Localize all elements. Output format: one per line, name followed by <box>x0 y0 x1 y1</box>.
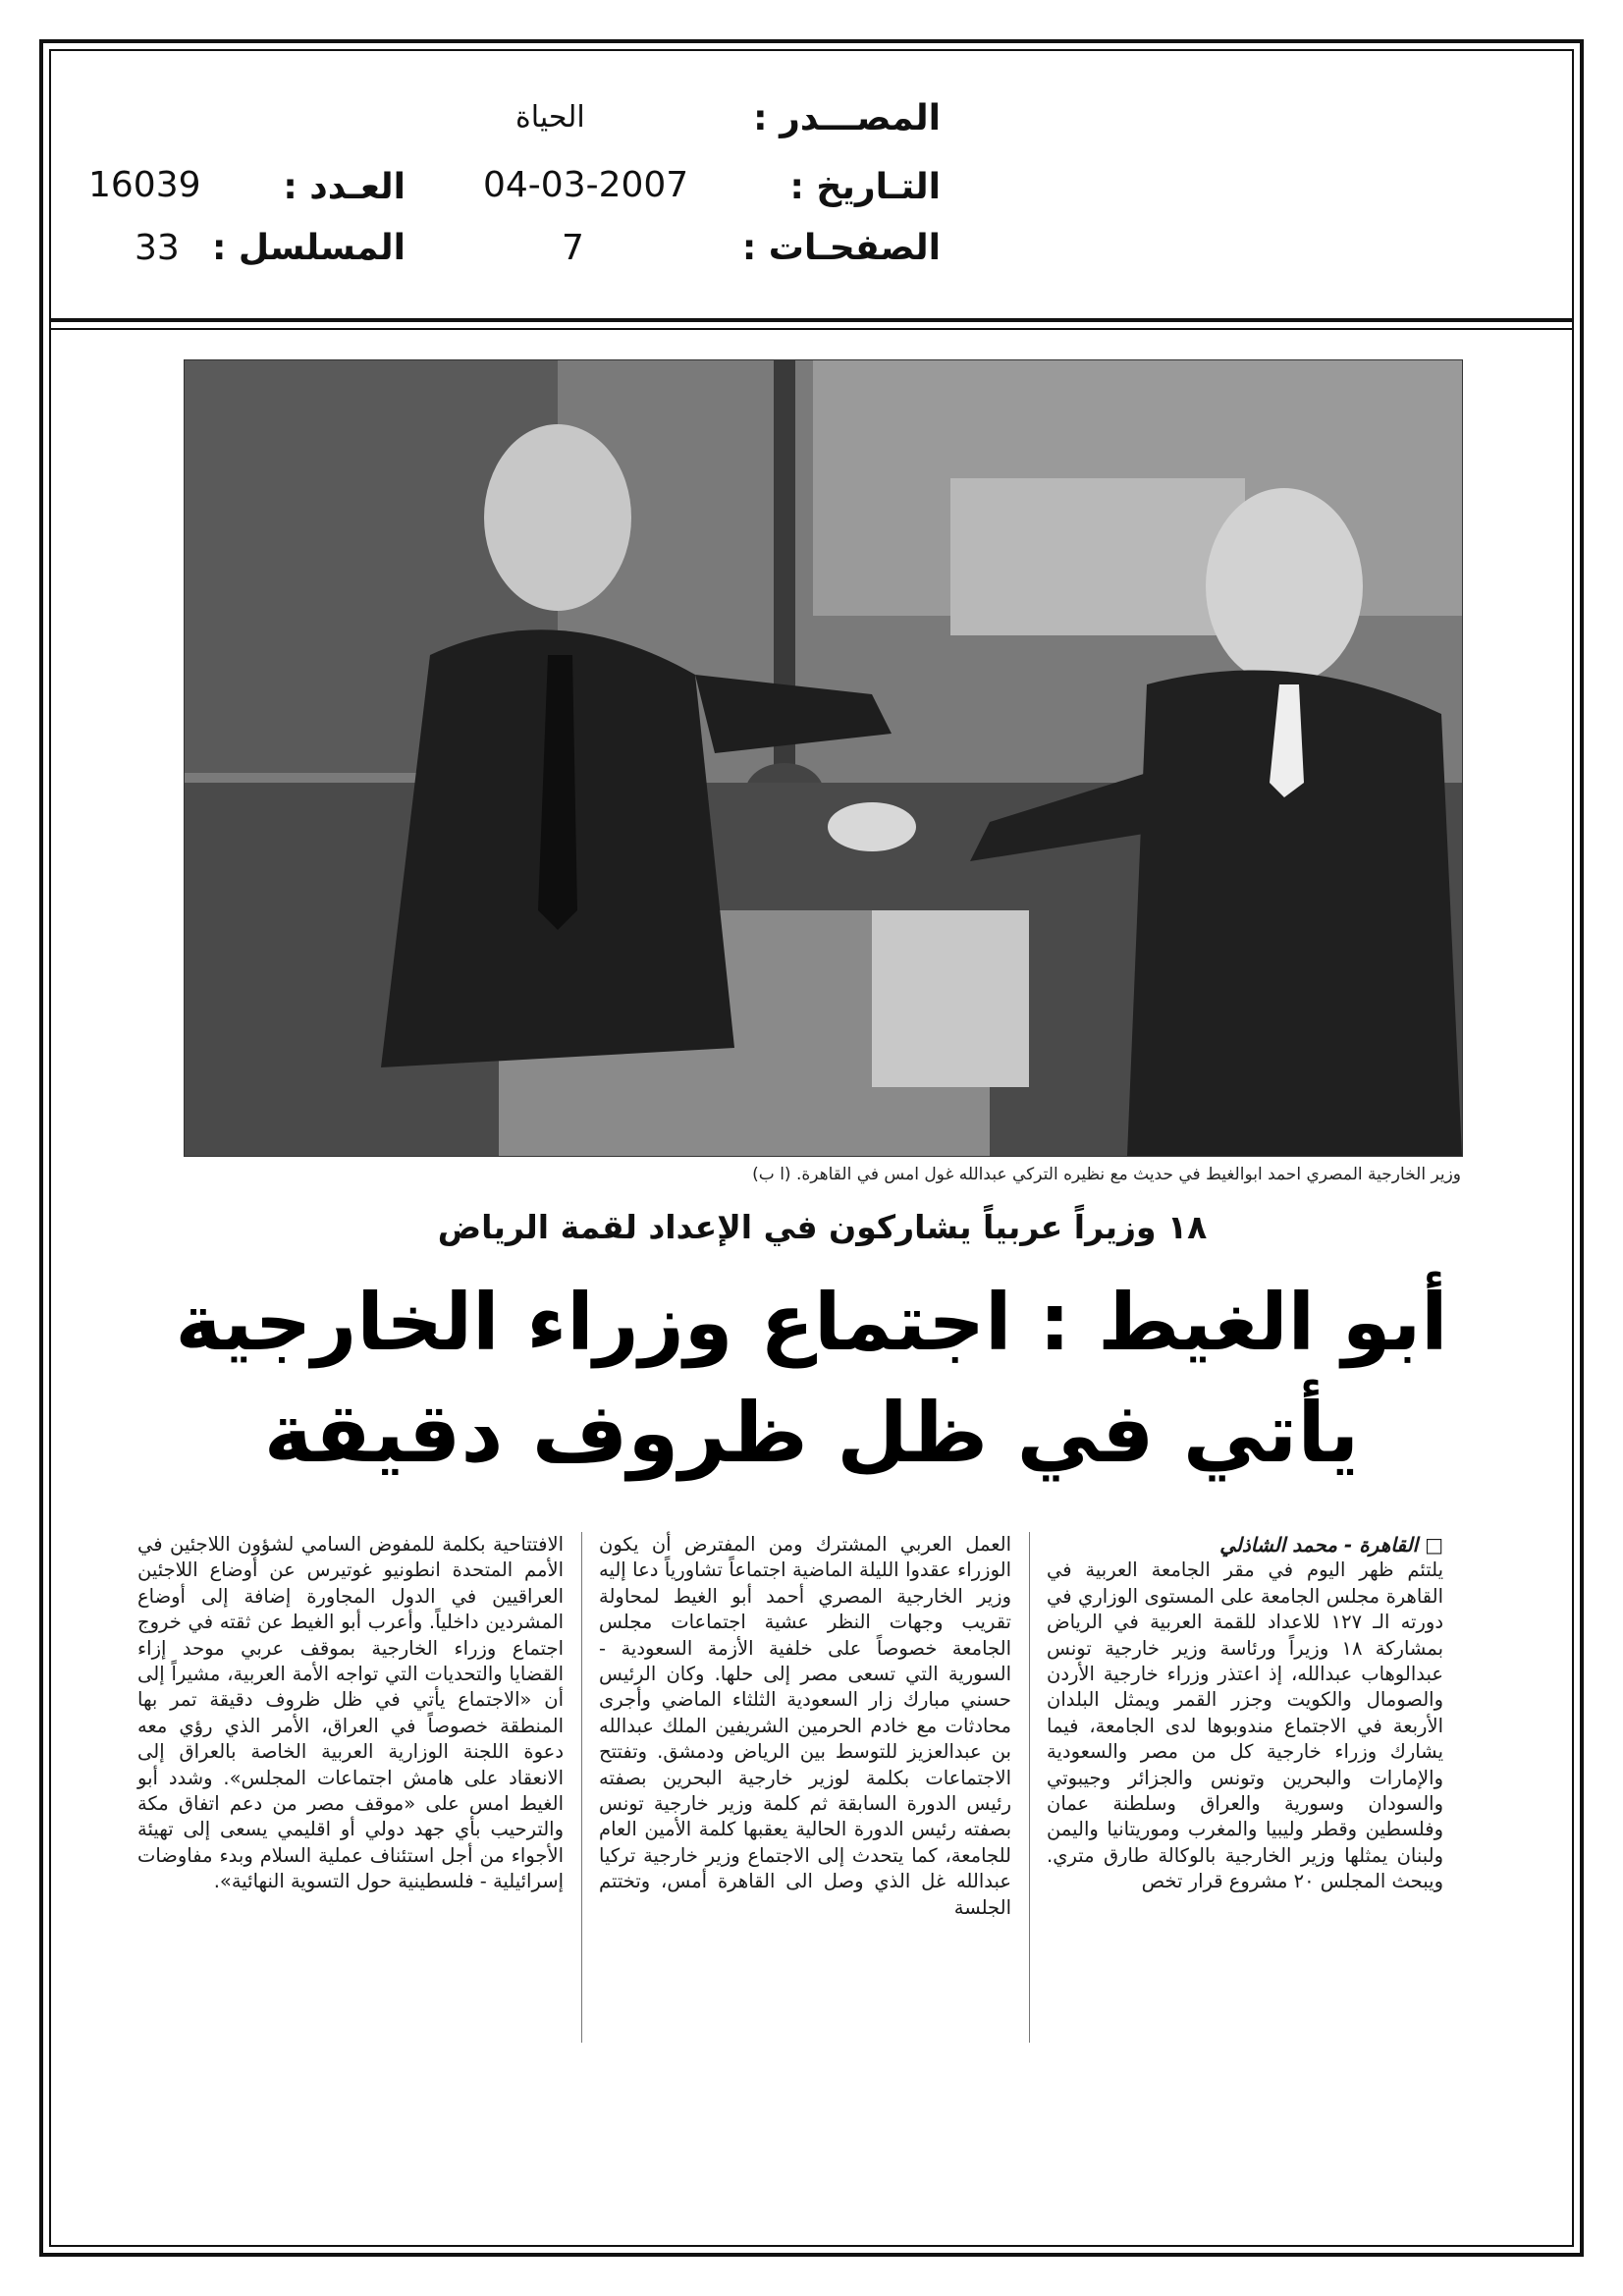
issue-label: العـدد : <box>283 167 406 207</box>
photo-illustration <box>185 360 1462 1156</box>
serial-value: 33 <box>135 228 180 268</box>
article-kicker: ١٨ وزيراً عربياً يشاركون في الإعداد لقمة الرياض <box>437 1208 1208 1246</box>
article-column-1 <box>1047 1532 1443 1895</box>
article-column-3 <box>137 1532 564 1895</box>
column-rule-2 <box>581 1532 582 2043</box>
photo-caption: وزير الخارجية المصري احمد ابوالغيط في حديث مع نظيره التركي عبدالله غول امس في القاهرة. (ا ب) <box>752 1165 1461 1184</box>
byline: □ القاهرة - محمد الشاذلي <box>1219 1533 1443 1557</box>
date-value: 04-03-2007 <box>483 165 689 205</box>
byline-text: القاهرة - محمد الشاذلي <box>1219 1533 1419 1557</box>
article-column-2 <box>599 1532 1011 1921</box>
pages-label: الصفحـات : <box>741 228 941 268</box>
header-divider <box>49 318 1574 322</box>
column-2-text: العمل العربي المشترك ومن المفترض أن يكون الوزراء عقدوا الليلة الماضية اجتماعاً تشاورياً دعا إليه وزير الخارجية المصري أحمد أبو الغيط لمحاولة تقريب وجهات النظر عشية اجتماعات مجلس الجامعة خصوصاً على خلفية الأزمة السعودية - السورية التي تسعى مصر إلى حلها. وكان الرئيس حسني مبارك زار السعودية الثلثاء الماضي وأجرى محادثات مع خادم الحرمين الشريفين الملك عبدالله بن عبدالعزيز للتوسط بين الرياض ودمشق. وتفتتح الاجتماعات بكلمة لوزير خارجية البحرين بصفته رئيس الدورة السابقة ثم كلمة وزير خارجية تونس بصفته رئيس الدورة الحالية يعقبها كلمة الأمين العام للجامعة، كما يتحدث إلى الاجتماع وزير خارجية تركيا عبدالله غل الذي وصل الى القاهرة أمس، وتختتم الجلسة <box>599 1533 1011 1919</box>
headline-line-1: أبو الغيط : اجتماع وزراء الخارجية <box>175 1277 1448 1368</box>
header-divider-thin <box>49 328 1574 330</box>
column-3-text: الافتتاحية بكلمة للمفوض السامي لشؤون اللاجئين في الأمم المتحدة انطونيو غوتيرس عن أوضاع اللاجئين العراقيين في الدول المجاورة إضافة إلى أوضاع المشردين داخلياً. وأعرب أبو الغيط عن ثقته في خروج اجتماع وزراء الخارجية بموقف عربي موحد إزاء القضايا والتحديات التي تواجه الأمة العربية، مشيراً إلى أن «الاجتماع يأتي في ظل ظروف دقيقة تمر بها المنطقة خصوصاً في العراق، الأمر الذي رؤي معه دعوة اللجنة الوزارية العربية الخاصة بالعراق إلى الانعقاد على هامش اجتماعات المجلس». وشدد أبو الغيط امس على «موقف مصر من دعم اتفاق مكة والترحيب بأي جهد دولي أو اقليمي يسعى إلى تهيئة الأجواء من أجل استئناف عملية السلام وبدء مفاوضات إسرائيلية - فلسطينية حول التسوية النهائية». <box>137 1533 564 1893</box>
column-1-text: يلتئم ظهر اليوم في مقر الجامعة العربية في القاهرة مجلس الجامعة على المستوى الوزاري في دورته الـ ١٢٧ للاعداد للقمة العربية في الرياض بمشاركة ١٨ وزيراً ورئاسة وزير خارجية تونس عبدالوهاب عبدالله، إذ اعتذر وزراء خارجية الأردن والصومال والكويت وجزر القمر ويمثل البلدان الأربعة في الاجتماع مندوبوها لدى الجامعة، فيما يشارك وزراء خارجية كل من مصر والسعودية والإمارات والبحرين وتونس والجزائر وجيبوتي والسودان وسورية والعراق وسلطنة عمان وفلسطين وقطر وليبيا والمغرب وموريتانيا واليمن ولبنان يمثلها وزير الخارجية بالوكالة طارق متري. ويبحث المجلس ٢٠ مشروع قرار تخص <box>1047 1558 1443 1893</box>
source-value: الحياة <box>515 100 585 135</box>
serial-label: المسلسل : <box>211 228 406 268</box>
pages-value: 7 <box>562 228 584 268</box>
issue-value: 16039 <box>88 165 201 205</box>
source-label: المصـــدر : <box>753 98 941 138</box>
date-label: التـاريخ : <box>789 167 941 207</box>
column-rule-1 <box>1029 1532 1030 2043</box>
headline-line-2: يأتي في ظل ظروف دقيقة <box>263 1385 1360 1481</box>
article-photo <box>184 359 1463 1157</box>
